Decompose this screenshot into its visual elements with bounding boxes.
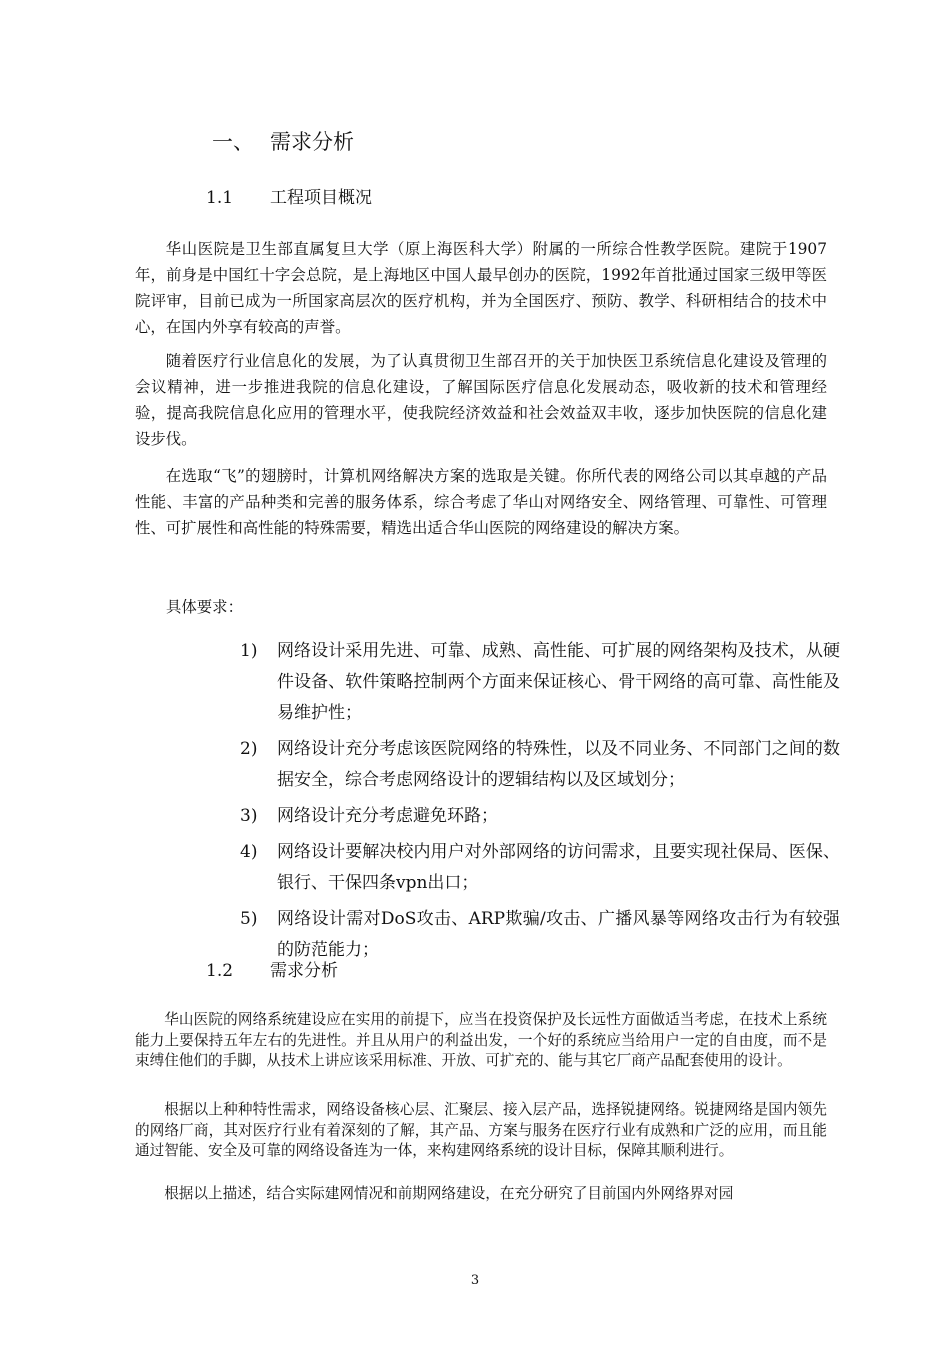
analysis-paragraph-1: 华山医院的网络系统建设应在实用的前提下，应当在投资保护及长远性方面做适当考虑，在技术上系统能力上要保持五年左右的先进性。并且从用户的利益出发，一个好的系统应当给用户一定的自由度，而不是束缚住他们的手脚，从技术上讲应该采用标准、开放、可扩充的、能与其它厂商产品配套使用的设计。 (135, 1011, 827, 1069)
list-item-text: 网络设计需对DoS攻击、ARP欺骗/攻击、广播风暴等网络攻击行为有较强的防范能力； (277, 909, 840, 960)
subsection-number: 1.2 (206, 961, 234, 981)
subsection-title: 工程项目概况 (270, 188, 372, 208)
subsection-title: 需求分析 (270, 961, 338, 981)
subsection-number: 1.1 (206, 188, 234, 208)
subsection-heading-1-2 (206, 958, 338, 984)
subsection-heading-1-1 (206, 185, 372, 211)
list-item (240, 801, 840, 832)
list-item (240, 837, 840, 899)
overview-paragraph-2: 随着医疗行业信息化的发展，为了认真贯彻卫生部召开的关于加快医卫系统信息化建设及管理的会议精神，进一步推进我院的信息化建设，了解国际医疗信息化发展动态，吸收新的技术和管理经验，提高我院信息化应用的管理水平，使我院经济效益和社会效益双丰收，逐步加快医院的信息化建设步伐。 (135, 352, 827, 448)
section-heading (212, 127, 354, 157)
list-item-number: 1) (240, 641, 258, 661)
overview-paragraph-3: 在选取“飞”的翅膀时，计算机网络解决方案的选取是关键。你所代表的网络公司以其卓越的产品性能、丰富的产品种类和完善的服务体系，综合考虑了华山对网络安全、网络管理、可靠性、可管理性、可扩展性和高性能的特殊需要，精选出适合华山医院的网络建设的解决方案。 (135, 467, 827, 537)
page-number: 3 (470, 1273, 480, 1288)
list-item (240, 734, 840, 796)
list-item-number: 3) (240, 806, 258, 826)
list-item-number: 2) (240, 739, 258, 759)
section-number: 一、 (212, 130, 254, 154)
list-item-text: 网络设计充分考虑该医院网络的特殊性，以及不同业务、不同部门之间的数据安全，综合考虑网络设计的逻辑结构以及区域划分； (277, 739, 840, 790)
list-item-number: 4) (240, 842, 258, 862)
requirements-list (240, 636, 840, 971)
overview-paragraph-1: 华山医院是卫生部直属复旦大学（原上海医科大学）附属的一所综合性教学医院。建院于1907年，前身是中国红十字会总院，是上海地区中国人最早创办的医院，1992年首批通过国家三级甲等医院评审，目前已成为一所国家高层次的医疗机构，并为全国医疗、预防、教学、科研相结合的技术中心，在国内外享有较高的声誉。 (135, 240, 827, 336)
requirements-label: 具体要求： (166, 598, 243, 616)
analysis-paragraph-3: 根据以上描述，结合实际建网情况和前期网络建设，在充分研究了目前国内外网络界对园 (164, 1185, 734, 1202)
section-title: 需求分析 (270, 130, 354, 154)
list-item-text: 网络设计充分考虑避免环路； (277, 806, 498, 826)
list-item (240, 636, 840, 729)
list-item-text: 网络设计采用先进、可靠、成熟、高性能、可扩展的网络架构及技术，从硬件设备、软件策略控制两个方面来保证核心、骨干网络的高可靠、高性能及易维护性； (277, 641, 840, 723)
list-item-text: 网络设计要解决校内用户对外部网络的访问需求，且要实现社保局、医保、银行、干保四条vpn出口； (277, 842, 840, 893)
analysis-paragraph-2: 根据以上种种特性需求，网络设备核心层、汇聚层、接入层产品，选择锐捷网络。锐捷网络是国内领先的网络厂商，其对医疗行业有着深刻的了解，其产品、方案与服务在医疗行业有成熟和广泛的应用，而且能通过智能、安全及可靠的网络设备连为一体，来构建网络系统的设计目标，保障其顺利进行。 (135, 1101, 827, 1159)
list-item-number: 5) (240, 909, 258, 929)
list-item (240, 904, 840, 966)
